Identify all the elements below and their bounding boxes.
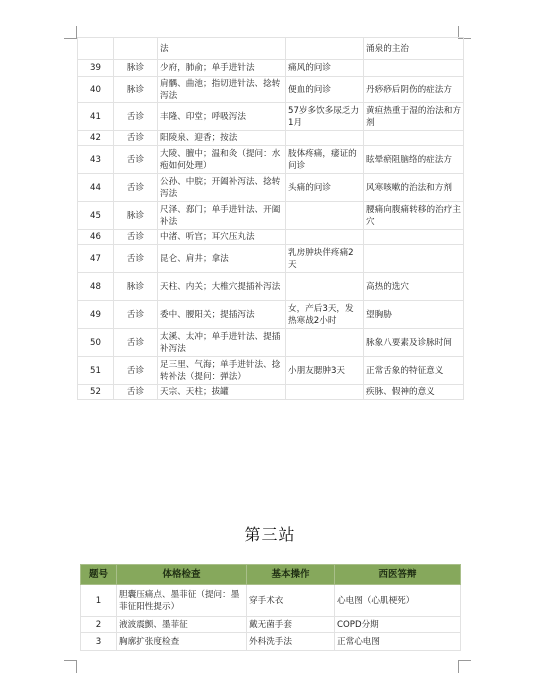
- answer-question-cell: 脉象八要素及诊脉时间: [364, 329, 464, 357]
- table-row: [78, 131, 464, 146]
- inquiry-question-cell: 小朋友腮肿3天: [286, 357, 364, 385]
- answer-question-cell: 腰痛向腹痛转移的治疗主穴: [364, 202, 464, 230]
- inquiry-question-cell: [286, 202, 364, 230]
- inquiry-question-cell: [286, 230, 364, 245]
- answer-question-cell: 眩晕瘀阻脑络的症法方: [364, 146, 464, 174]
- acupoint-method-cell: 肩髃、曲池；指切进针法、捻转泻法: [158, 77, 286, 103]
- western-defense-cell: COPD分期: [335, 617, 461, 633]
- inquiry-question-cell: 头痛的问诊: [286, 174, 364, 202]
- row-number-cell: 45: [78, 202, 114, 230]
- basic-operation-cell: 穿手术衣: [247, 585, 335, 617]
- section-title: 第三站: [244, 525, 296, 544]
- exam-table-station-two: [77, 37, 464, 400]
- basic-operation-cell: 外科洗手法: [247, 633, 335, 651]
- row-number-cell: 2: [81, 617, 117, 633]
- table-row: [81, 633, 461, 651]
- diagnosis-type-cell: 脉诊: [114, 273, 158, 301]
- crop-mark-bottom-left: [64, 660, 77, 673]
- diagnosis-type-cell: 舌诊: [114, 103, 158, 131]
- row-number-cell: 40: [78, 77, 114, 103]
- physical-exam-cell: 胆囊压痛点、墨菲征（提问：墨菲征阳性提示）: [117, 585, 247, 617]
- acupoint-method-cell: 尺泽、郄门；单手进针法、开阖补法: [158, 202, 286, 230]
- acupoint-method-cell: 足三里、气海；单手进针法、捻转补法（提问：弹法）: [158, 357, 286, 385]
- table-row: [81, 617, 461, 633]
- inquiry-question-cell: 便血的问诊: [286, 77, 364, 103]
- acupoint-method-cell: 天柱、内关；大椎穴提插补泻法: [158, 273, 286, 301]
- exam-table-body: [81, 585, 461, 651]
- acupoint-method-cell: 大陵、膻中；温和灸（提问：水疱如何处理）: [158, 146, 286, 174]
- table-row: [81, 585, 461, 617]
- row-number-cell: 43: [78, 146, 114, 174]
- header-western-defense: 西医答辩: [335, 565, 461, 585]
- inquiry-question-cell: [286, 329, 364, 357]
- physical-exam-cell: 液波震颤、墨菲征: [117, 617, 247, 633]
- header-basic-operation: 基本操作: [247, 565, 335, 585]
- table-row: [78, 146, 464, 174]
- acupoint-method-cell: 阳陵泉、迎香；按法: [158, 131, 286, 146]
- diagnosis-type-cell: 舌诊: [114, 301, 158, 329]
- inquiry-question-cell: [286, 131, 364, 146]
- answer-question-cell: 黄疸热重于湿的治法和方剂: [364, 103, 464, 131]
- row-number-cell: 42: [78, 131, 114, 146]
- western-defense-cell: 正常心电图: [335, 633, 461, 651]
- answer-question-cell: [364, 60, 464, 77]
- answer-question-cell: [364, 230, 464, 245]
- diagnosis-type-cell: 舌诊: [114, 230, 158, 245]
- inquiry-question-cell: [286, 273, 364, 301]
- table-row: [78, 357, 464, 385]
- row-number-cell: 47: [78, 245, 114, 273]
- diagnosis-type-cell: 脉诊: [114, 60, 158, 77]
- table-row: [78, 38, 464, 60]
- row-number-cell: 50: [78, 329, 114, 357]
- diagnosis-type-cell: 脉诊: [114, 202, 158, 230]
- inquiry-question-cell: 女，产后3天，发热寒战2小时: [286, 301, 364, 329]
- row-number-cell: 49: [78, 301, 114, 329]
- row-number-cell: 39: [78, 60, 114, 77]
- row-number-cell: 46: [78, 230, 114, 245]
- acupoint-method-cell: 委中、腰阳关；提插泻法: [158, 301, 286, 329]
- header-number: 题号: [81, 565, 117, 585]
- diagnosis-type-cell: [114, 38, 158, 60]
- inquiry-question-cell: 乳房肿块伴疼痛2天: [286, 245, 364, 273]
- acupoint-method-cell: 法: [158, 38, 286, 60]
- crop-mark-bottom-right: [458, 660, 471, 673]
- diagnosis-type-cell: 舌诊: [114, 385, 158, 400]
- diagnosis-type-cell: 舌诊: [114, 245, 158, 273]
- answer-question-cell: 风寒咳嗽的治法和方剂: [364, 174, 464, 202]
- inquiry-question-cell: 肢体疼痛，痿证的问诊: [286, 146, 364, 174]
- answer-question-cell: 涌泉的主治: [364, 38, 464, 60]
- table-row: [78, 329, 464, 357]
- acupoint-method-cell: 丰隆、印堂；呼吸泻法: [158, 103, 286, 131]
- physical-exam-cell: 胸廓扩张度检查: [117, 633, 247, 651]
- table-row: [78, 230, 464, 245]
- answer-question-cell: 疾脉、假神的意义: [364, 385, 464, 400]
- answer-question-cell: [364, 131, 464, 146]
- acupoint-method-cell: 少府，肺俞；单手进针法: [158, 60, 286, 77]
- table-header-row: [81, 565, 461, 585]
- row-number-cell: 48: [78, 273, 114, 301]
- western-defense-cell: 心电图（心肌梗死）: [335, 585, 461, 617]
- diagnosis-type-cell: 脉诊: [114, 77, 158, 103]
- table-row: [78, 245, 464, 273]
- acupoint-method-cell: 公孙、中脘；开阖补泻法、捻转泻法: [158, 174, 286, 202]
- inquiry-question-cell: 57岁多饮多尿乏力1月: [286, 103, 364, 131]
- table-row: [78, 273, 464, 301]
- inquiry-question-cell: [286, 38, 364, 60]
- acupoint-method-cell: 昆仑、肩井；拿法: [158, 245, 286, 273]
- table-row: [78, 174, 464, 202]
- table-row: [78, 301, 464, 329]
- table-row: [78, 60, 464, 77]
- row-number-cell: 3: [81, 633, 117, 651]
- acupoint-method-cell: 太溪、太冲；单手进针法、提插补泻法: [158, 329, 286, 357]
- basic-operation-cell: 戴无菌手套: [247, 617, 335, 633]
- table-row: [78, 103, 464, 131]
- acupoint-method-cell: 中渚、听宫；耳穴压丸法: [158, 230, 286, 245]
- answer-question-cell: [364, 245, 464, 273]
- diagnosis-type-cell: 舌诊: [114, 146, 158, 174]
- row-number-cell: [78, 38, 114, 60]
- diagnosis-type-cell: 舌诊: [114, 131, 158, 146]
- row-number-cell: 1: [81, 585, 117, 617]
- diagnosis-type-cell: 舌诊: [114, 174, 158, 202]
- answer-question-cell: 望胸胁: [364, 301, 464, 329]
- inquiry-question-cell: 痛风的问诊: [286, 60, 364, 77]
- answer-question-cell: 高热的选穴: [364, 273, 464, 301]
- row-number-cell: 52: [78, 385, 114, 400]
- diagnosis-type-cell: 舌诊: [114, 357, 158, 385]
- exam-table-station-three: [80, 564, 461, 651]
- row-number-cell: 44: [78, 174, 114, 202]
- answer-question-cell: 正常舌象的特征意义: [364, 357, 464, 385]
- table-row: [78, 77, 464, 103]
- row-number-cell: 41: [78, 103, 114, 131]
- table-row: [78, 385, 464, 400]
- diagnosis-type-cell: 舌诊: [114, 329, 158, 357]
- row-number-cell: 51: [78, 357, 114, 385]
- exam-table-body: [78, 38, 464, 400]
- acupoint-method-cell: 天宗、天柱；拔罐: [158, 385, 286, 400]
- table-row: [78, 202, 464, 230]
- answer-question-cell: 丹痧痧后阴伤的症法方: [364, 77, 464, 103]
- crop-mark-top-left: [64, 26, 77, 39]
- inquiry-question-cell: [286, 385, 364, 400]
- header-physical-exam: 体格检查: [117, 565, 247, 585]
